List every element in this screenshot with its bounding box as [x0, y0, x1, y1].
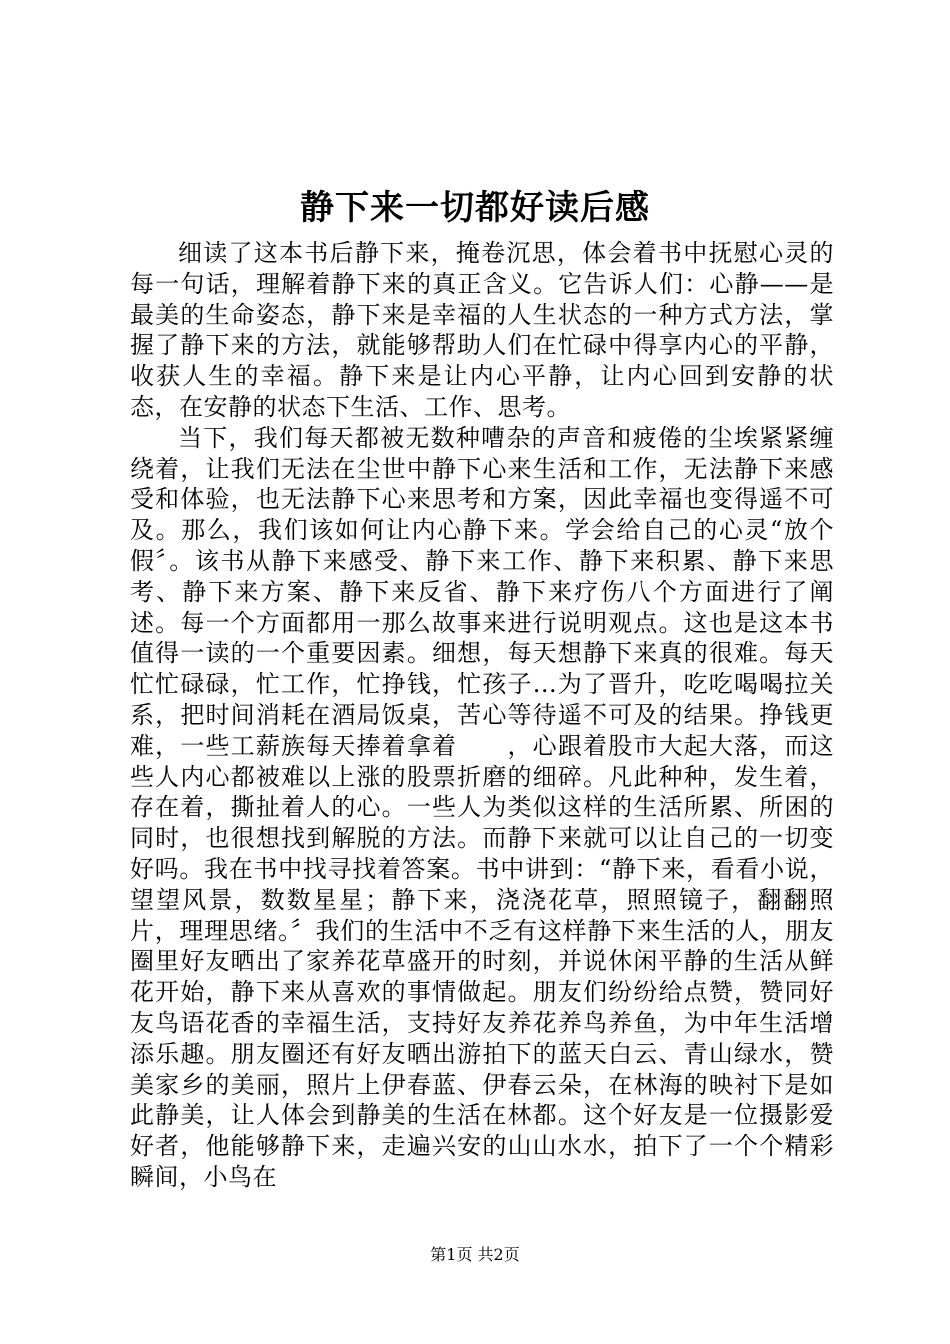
document-title: 静下来一切都好读后感 — [300, 188, 650, 228]
page-number: 第1页 共2页 — [430, 1245, 520, 1264]
paragraph-1: 细读了这本书后静下来，掩卷沉思，体会着书中抚慰心灵的每一句话，理解着静下来的真正含义。它告诉人们：心静——是最美的生命姿态，静下来是幸福的人生状态的一种方式方法，掌握了静下来的方法，就能够帮助人们在忙碌中得享内心的平静，收获人生的幸福。静下来是让内心平静，让内心回到安静的状态，在安静的状态下生活、工作、思考。 — [130, 239, 834, 421]
document-body — [130, 238, 834, 1193]
paragraph-2: 当下，我们每天都被无数种嘈杂的声音和疲倦的尘埃紧紧缠绕着，让我们无法在尘世中静下心来生活和工作，无法静下来感受和体验，也无法静下心来思考和方案，因此幸福也变得遥不可及。那么，我们该如何让内心静下来。学会给自己的心灵“放个假〞。该书从静下来感受、静下来工作、静下来积累、静下来思考、静下来方案、静下来反省、静下来疗伤八个方面进行了阐述。每一个方面都用一那么故事来进行说明观点。这也是这本书值得一读的一个重要因素。细想，每天想静下来真的很难。每天忙忙碌碌，忙工作，忙挣钱，忙孩子...为了晋升，吃吃喝喝拉关系，把时间消耗在酒局饭桌，苦心等待遥不可及的结果。挣钱更难，一些工薪族每天捧着拿着 ，心跟着股市大起大落，而这些人内心都被难以上涨的股票折磨的细碎。凡此种种，发生着，存在着，撕扯着人的心。一些人为类似这样的生活所累、所困的同时，也很想找到解脱的方法。而静下来就可以让自己的一切变好吗。我在书中找寻找着答案。书中讲到：“静下来，看看小说，望望风景，数数星星；静下来，浇浇花草，照照镜子，翻翻照片，理理思绪。〞我们的生活中不乏有这样静下来生活的人，朋友圈里好友晒出了家养花草盛开的时刻，并说休闲平静的生活从鲜花开始，静下来从喜欢的事情做起。朋友们纷纷给点赞，赞同好友鸟语花香的幸福生活，支持好友养花养鸟养鱼，为中年生活增添乐趣。朋友圈还有好友晒出游拍下的蓝天白云、青山绿水，赞美家乡的美丽，照片上伊春蓝、伊春云朵，在林海的映衬下是如此静美，让人体会到静美的生活在林都。这个好友是一位摄影爱好者，他能够静下来，走遍兴安的山山水水，拍下了一个个精彩瞬间，小鸟在 — [130, 423, 834, 1191]
